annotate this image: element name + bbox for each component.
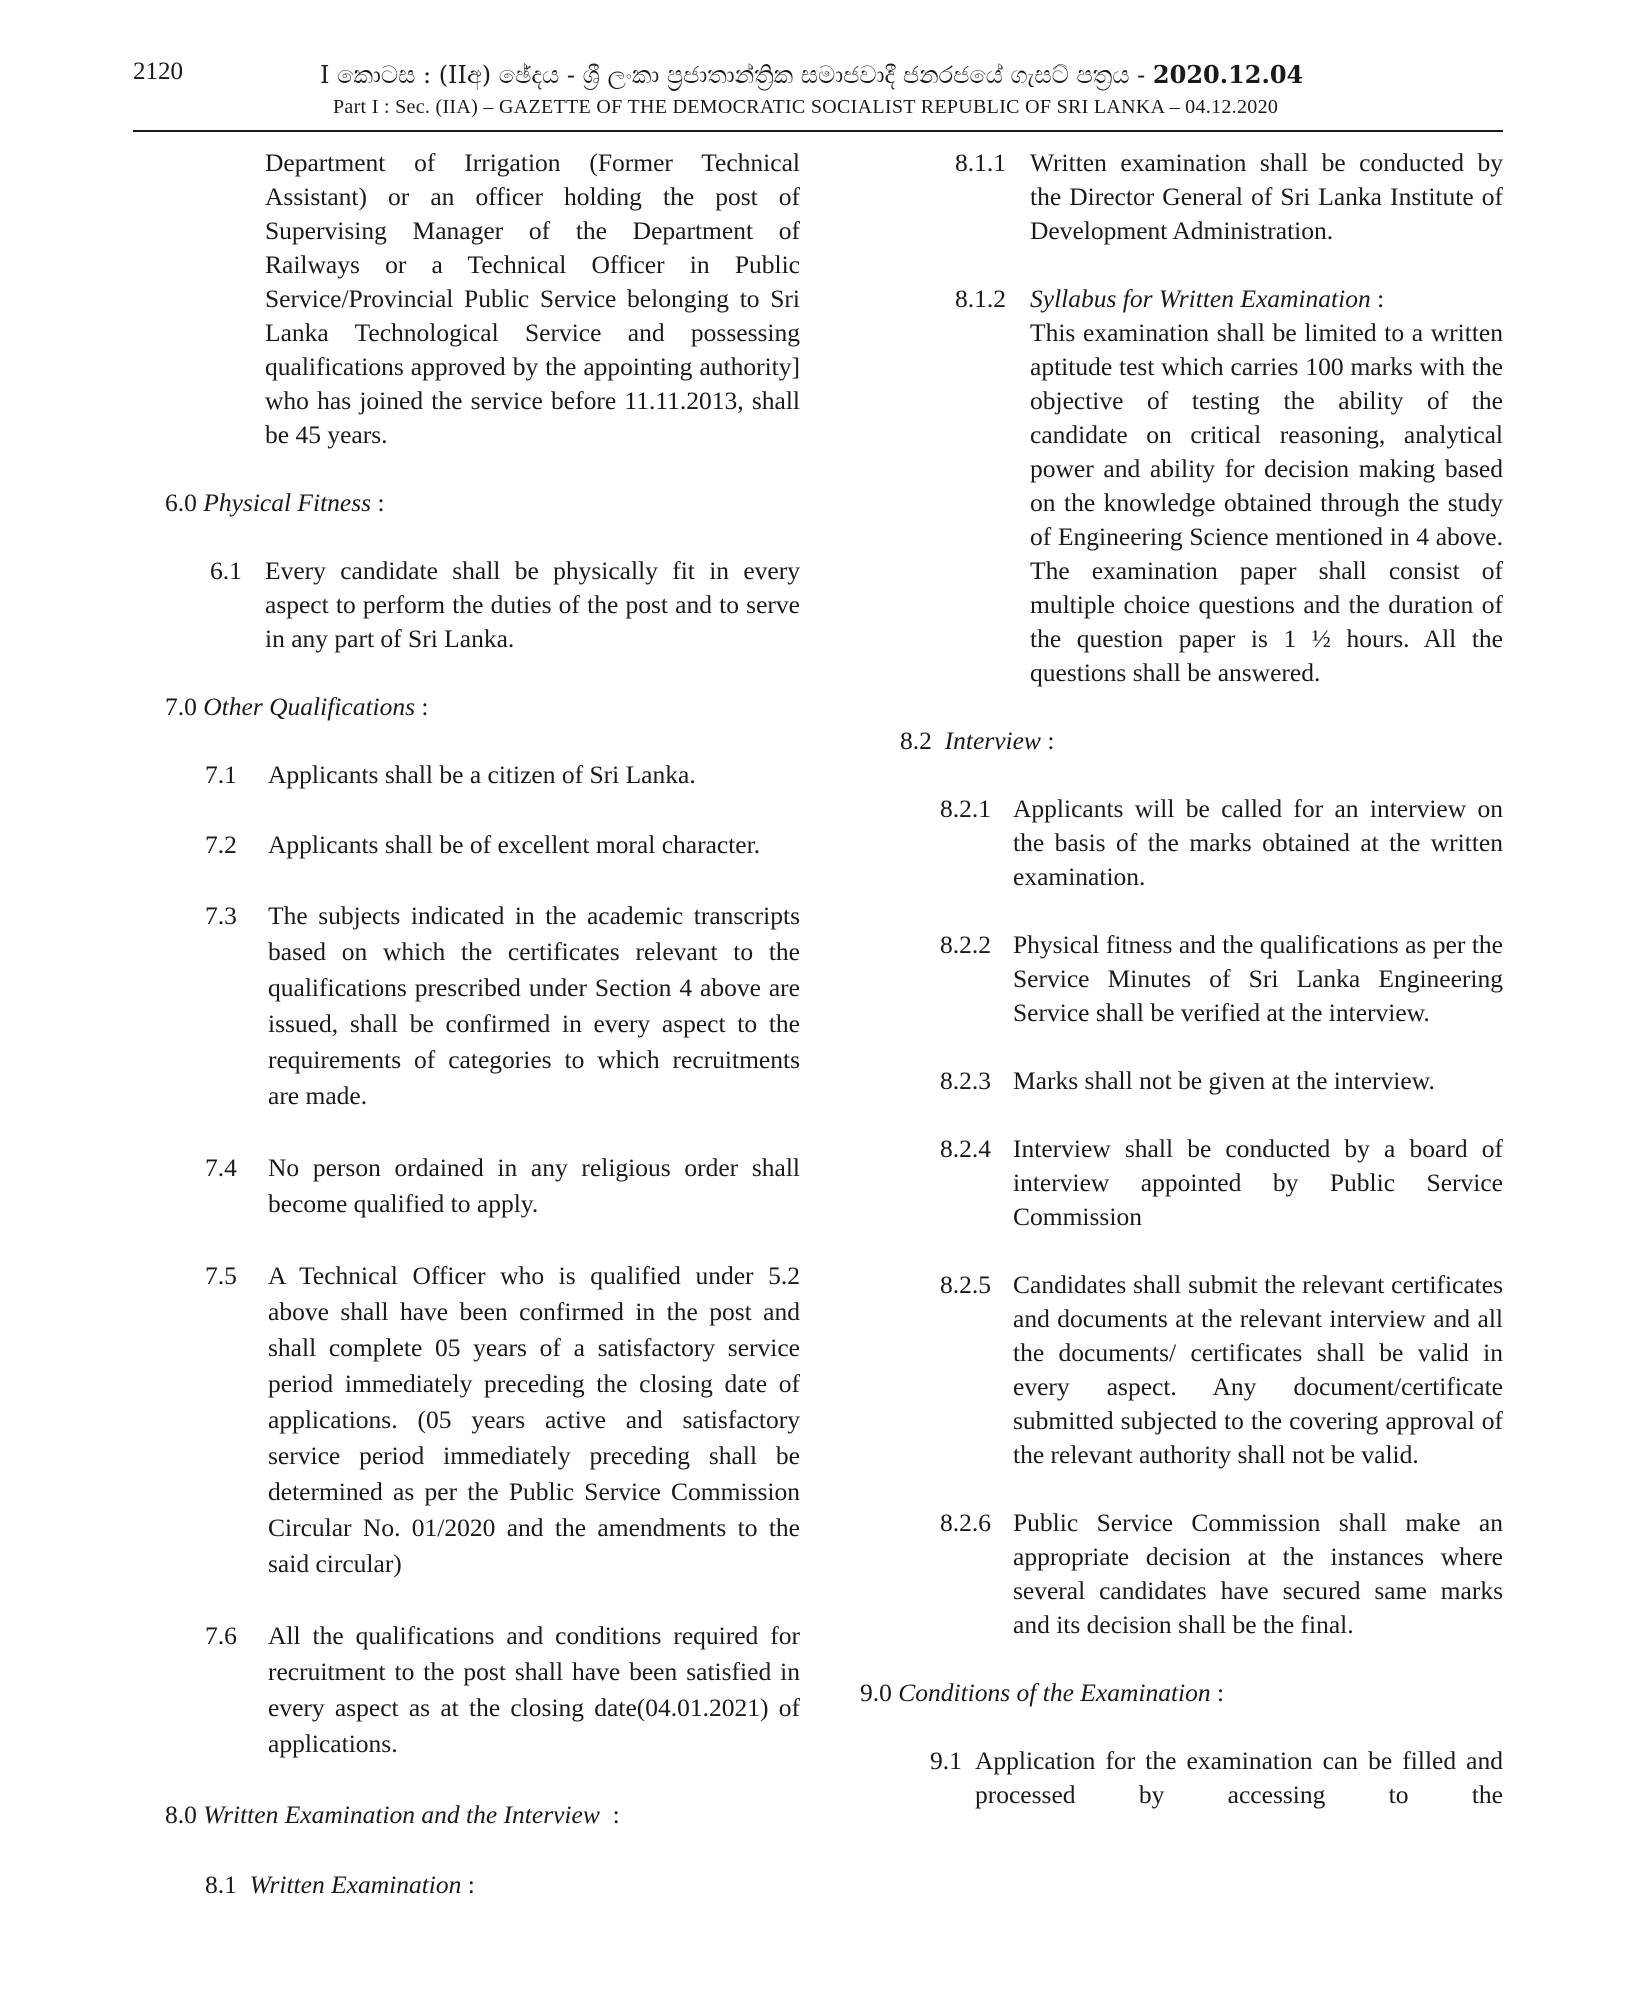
section-7-4: 7.4 No person ordained in any religious order shall become qualified to apply.	[205, 1153, 800, 1218]
section-8-2-heading: 8.2 Interview :	[900, 726, 1055, 755]
section-8-2-5: 8.2.5 Candidates shall submit the relevant certificates and documents at the relevant interview and all the documents/ certificates shall be valid in every aspect. Any document/certificate submitted subjected to the covering approval of the relevant authority shall not be valid.	[940, 1270, 1503, 1469]
sinhala-date: 2020.12.04	[1152, 60, 1304, 89]
page-number: 2120	[133, 58, 183, 85]
section-7-1: 7.1 Applicants shall be a citizen of Sri Lanka.	[205, 760, 696, 789]
sinhala-title-text: I කොටස : (IIඅ) ඡේදය - ශ්‍රී ලංකා ප්‍රජාතාන්ත්‍රික සමාජවාදී ජනරජයේ ගැසට් පත්‍රය -	[320, 61, 1146, 89]
section-7-heading: 7.0 Other Qualifications :	[165, 692, 429, 721]
section-7-3: 7.3 The subjects indicated in the academic transcripts based on which the certificates relevant to the qualifications prescribed under Section 4 above are issued, shall be confirmed in every aspect to the requirements of categories to which recruitments are made.	[205, 901, 800, 1110]
section-8-2-3: 8.2.3 Marks shall not be given at the interview.	[940, 1066, 1435, 1095]
section-6-heading: 6.0 Physical Fitness :	[165, 488, 385, 517]
section-9-1: 9.1 Application for the examination can be filled and processed by accessing to the	[930, 1746, 1503, 1809]
syllabus-text: This examination shall be limited to a written aptitude test which carries 100 marks with the objective of testing the ability of the candidate on critical reasoning, analytical power and ability for decision making based on the knowledge obtained through the study of Engineering Science mentioned in 4 above. The examination paper shall consist of multiple choice questions and the duration of the question paper is 1 ½ hours. All the questions shall be answered.	[1030, 318, 1503, 687]
left-column	[150, 146, 800, 1902]
header-rule	[133, 130, 1503, 132]
section-7-2: 7.2 Applicants shall be of excellent moral character.	[205, 830, 761, 859]
continued-paragraph: Department of Irrigation (Former Technical Assistant) or an officer holding the post of Supervising Manager of the Department of Railways or a Technical Officer in Public Service/Provincial Public Service belonging to Sri Lanka Technological Service and possessing qualifications approved by the appointing authority] who has joined the service before 11.11.2013, shall be 45 years.	[265, 148, 800, 449]
section-8-2-1: 8.2.1 Applicants will be called for an interview on the basis of the marks obtained at the written examination.	[940, 794, 1503, 891]
section-9-heading: 9.0 Conditions of the Examination :	[860, 1678, 1225, 1707]
section-6-1: 6.1 Every candidate shall be physically fit in every aspect to perform the duties of the post and to serve in any part of Sri Lanka.	[210, 556, 800, 653]
section-7-6: 7.6 All the qualifications and conditions required for recruitment to the post shall have been satisfied in every aspect as at the closing date(04.01.2021) of applications.	[205, 1621, 800, 1758]
section-7-5: 7.5 A Technical Officer who is qualified under 5.2 above shall have been confirmed in the post and shall complete 05 years of a satisfactory service period immediately preceding the closing date of applications. (05 years active and satisfactory service period immediately preceding shall be determined as per the Public Service Commission Circular No. 01/2020 and the amendments to the said circular)	[205, 1261, 800, 1578]
section-8-1-2: 8.1.2 Syllabus for Written Examination : This examination shall be limited to a written aptitude test which carries 100 marks with the objective of testing the ability of the candidate on critical reasoning, analytical power and ability for decision making based on the knowledge obtained through the study of Engineering Science mentioned in 4 above. The examination paper shall consist of multiple choice questions and the duration of the question paper is 1 ½ hours. All the questions shall be answered.	[955, 282, 1503, 690]
section-8-2-2: 8.2.2 Physical fitness and the qualifications as per the Service Minutes of Sri Lanka Engineering Service shall be verified at the interview.	[940, 930, 1503, 1027]
syllabus-heading: Syllabus for Written Examination :	[1030, 284, 1385, 313]
right-column	[860, 146, 1503, 1812]
gazette-title-english: Part I : Sec. (IIA) – GAZETTE OF THE DEMOCRATIC SOCIALIST REPUBLIC OF SRI LANKA – 04.12.2020	[333, 96, 1279, 118]
gazette-title-sinhala	[320, 60, 1400, 89]
section-8-2-6: 8.2.6 Public Service Commission shall make an appropriate decision at the instances where several candidates have secured same marks and its decision shall be the final.	[940, 1508, 1503, 1639]
section-8-2-4: 8.2.4 Interview shall be conducted by a board of interview appointed by Public Service Commission	[940, 1134, 1503, 1231]
section-8-1-1: 8.1.1 Written examination shall be conducted by the Director General of Sri Lanka Institute of Development Administration.	[955, 148, 1503, 245]
section-8-heading: 8.0 Written Examination and the Interview :	[165, 1800, 620, 1829]
section-8-1-heading: 8.1 Written Examination :	[205, 1870, 475, 1899]
